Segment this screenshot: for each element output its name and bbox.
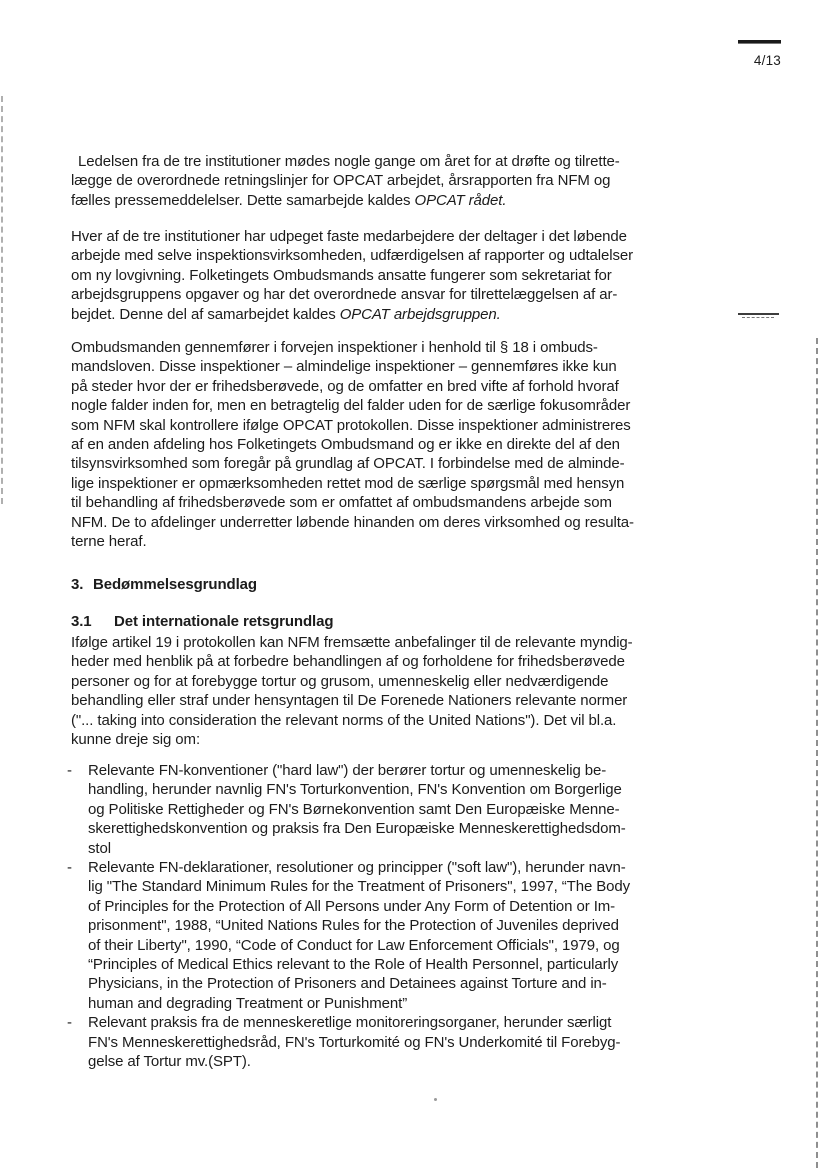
text-line: som NFM skal kontrollere ifølge OPCAT protokollen. Disse inspektioner administreres xyxy=(71,416,631,434)
section-heading-3-1 xyxy=(71,613,333,630)
text-line: FN's Menneskerettighedsråd, FN's Torturkomité og FN's Underkomité til Forebyg- xyxy=(88,1033,621,1051)
text-line: handling, herunder navnlig FN's Torturkonvention, FN's Konvention om Borgerlige xyxy=(88,781,622,799)
text-line: gelse af Tortur mv.(SPT). xyxy=(88,1053,251,1071)
subsection-title: Det internationale retsgrundlag xyxy=(114,613,334,630)
text-line: arbejde med selve inspektionsvirksomheden, udfærdigelsen af rapporter og udtalelser xyxy=(71,247,634,265)
text-line: of their Liberty", 1990, “Code of Conduct for Law Enforcement Officials", 1979, og xyxy=(88,936,620,954)
text-line: nogle falder inden for, men en betragtelig del falder uden for de særlige fokusområder xyxy=(71,397,631,415)
text-line: human and degrading Treatment or Punishment” xyxy=(88,994,408,1012)
bullet-text xyxy=(88,761,667,858)
text-line: ("... taking into consideration the relevant norms of the United Nations"). Det vil bl.a. xyxy=(71,711,617,729)
text-line: NFM. De to afdelinger underretter løbende hinanden om deres virksomhed og resulta- xyxy=(71,513,634,531)
text-line: lig "The Standard Minimum Rules for the Treatment of Prisoners", 1997, “The Body xyxy=(88,878,631,896)
header-rule-mark xyxy=(738,40,781,43)
text-line: heder med henblik på at forbedre behandlingen af og forholdene for frihedsberøvede xyxy=(71,653,625,671)
section-heading-3 xyxy=(71,576,257,593)
bullet-dash: - xyxy=(67,1014,72,1032)
text-line: Ledelsen fra de tre institutioner mødes nogle gange om året for at drøfte og tilrette- xyxy=(78,153,620,170)
text-line: Hver af de tre institutioner har udpeget faste medarbejdere der deltager i det løbende xyxy=(71,228,627,245)
text-line: Physicians, in the Protection of Prisoners and Detainees against Torture and in- xyxy=(88,975,607,993)
text-line: og Politiske Rettigheder og FN's Børnekonvention samt Den Europæiske Menne- xyxy=(88,800,620,818)
text-line: om ny lovgivning. Folketingets Ombudsmands ansatte fungerer som sekretariat for xyxy=(71,266,612,284)
text-line: stol xyxy=(88,839,111,857)
text-line: lige inspektioner er opmærksomheden rettet mod de særlige spørgsmål med hensyn xyxy=(71,474,625,492)
text-line: fælles pressemeddelelser. Dette samarbejde kaldes OPCAT rådet. xyxy=(71,191,507,209)
text-line: of Principles for the Protection of All Persons under Any Form of Detention or Im- xyxy=(88,897,616,915)
text-line: bejdet. Denne del af samarbejdet kaldes OPCAT arbejdsgruppen. xyxy=(71,305,501,323)
list-item-hard-law xyxy=(67,761,667,858)
paragraph-article-19 xyxy=(71,633,671,749)
text-line: skerettighedskonvention og praksis fra Den Europæiske Menneskerettighedsdom- xyxy=(88,820,626,838)
section-title: Bedømmelsesgrundlag xyxy=(93,576,257,593)
bullet-list xyxy=(67,761,667,1072)
text-line: kunne dreje sig om: xyxy=(71,731,201,749)
text-line: “Principles of Medical Ethics relevant to the Role of Health Personnel, particularly xyxy=(88,956,619,974)
scan-speck xyxy=(434,1098,437,1101)
bullet-text xyxy=(88,1013,667,1071)
paragraph-ombudsman-inspections xyxy=(71,338,671,551)
text-line: terne heraf. xyxy=(71,533,147,551)
scan-artifact-left-edge xyxy=(1,96,3,504)
text-line: Relevante FN-konventioner ("hard law") der berører tortur og umenneskelig be- xyxy=(88,762,607,779)
bullet-dash: - xyxy=(67,762,72,779)
margin-dash-dotted-line xyxy=(742,317,774,318)
margin-dash-line xyxy=(738,313,779,315)
subsection-number: 3.1 xyxy=(71,613,92,630)
text-line: til behandling af frihedsberøvede som er omfattet af ombudsmandens arbejde som xyxy=(71,494,612,512)
margin-dash-artifact xyxy=(738,313,779,319)
text-line: behandling eller straf under hensyntagen til De Forenede Nationers relevante normer xyxy=(71,692,628,710)
text-line: lægge de overordnede retningslinjer for OPCAT arbejdet, årsrapporten fra NFM og xyxy=(71,172,611,190)
section-number: 3. xyxy=(71,576,84,593)
list-item-soft-law xyxy=(67,858,667,1013)
bullet-text xyxy=(88,858,667,1013)
text-line: mandsloven. Disse inspektioner – almindelige inspektioner – gennemføres ikke kun xyxy=(71,358,617,376)
paragraph-opcat-working-group xyxy=(71,227,671,324)
text-line: på steder hvor der er frihedsberøvede, og de omfatter en bred vifte af forhold hvoraf xyxy=(71,377,619,395)
text-line: Ifølge artikel 19 i protokollen kan NFM fremsætte anbefalinger til de relevante myndig- xyxy=(71,634,633,651)
text-line: Relevante FN-deklarationer, resolutioner og principper ("soft law"), herunder navn- xyxy=(88,859,626,877)
bullet-dash: - xyxy=(67,859,72,877)
text-line: Ombudsmanden gennemfører i forvejen inspektioner i henhold til § 18 i ombuds- xyxy=(71,339,598,356)
text-line: tilsynsvirksomhed som foregår på grundlag af OPCAT. I forbindelse med de alminde- xyxy=(71,455,625,473)
text-line: Relevant praksis fra de menneskeretlige monitoreringsorganer, herunder særligt xyxy=(88,1014,612,1032)
page-number: 4/13 xyxy=(753,53,781,68)
text-line: prisonment", 1988, “United Nations Rules for the Protection of Juveniles deprived xyxy=(88,917,619,935)
text-line: arbejdsgruppens opgaver og har det overordnede ansvar for tilrettelæggelsen af ar- xyxy=(71,286,618,304)
paragraph-opcat-council xyxy=(71,152,671,210)
list-item-monitoring-bodies xyxy=(67,1013,667,1071)
text-line: personer og for at forebygge tortur og grusom, umenneskelig eller nedværdigende xyxy=(71,672,609,690)
scan-artifact-right-edge xyxy=(816,338,818,1168)
text-line: af en anden afdeling hos Folketingets Ombudsmand og er ikke en direkte del af den xyxy=(71,436,620,454)
